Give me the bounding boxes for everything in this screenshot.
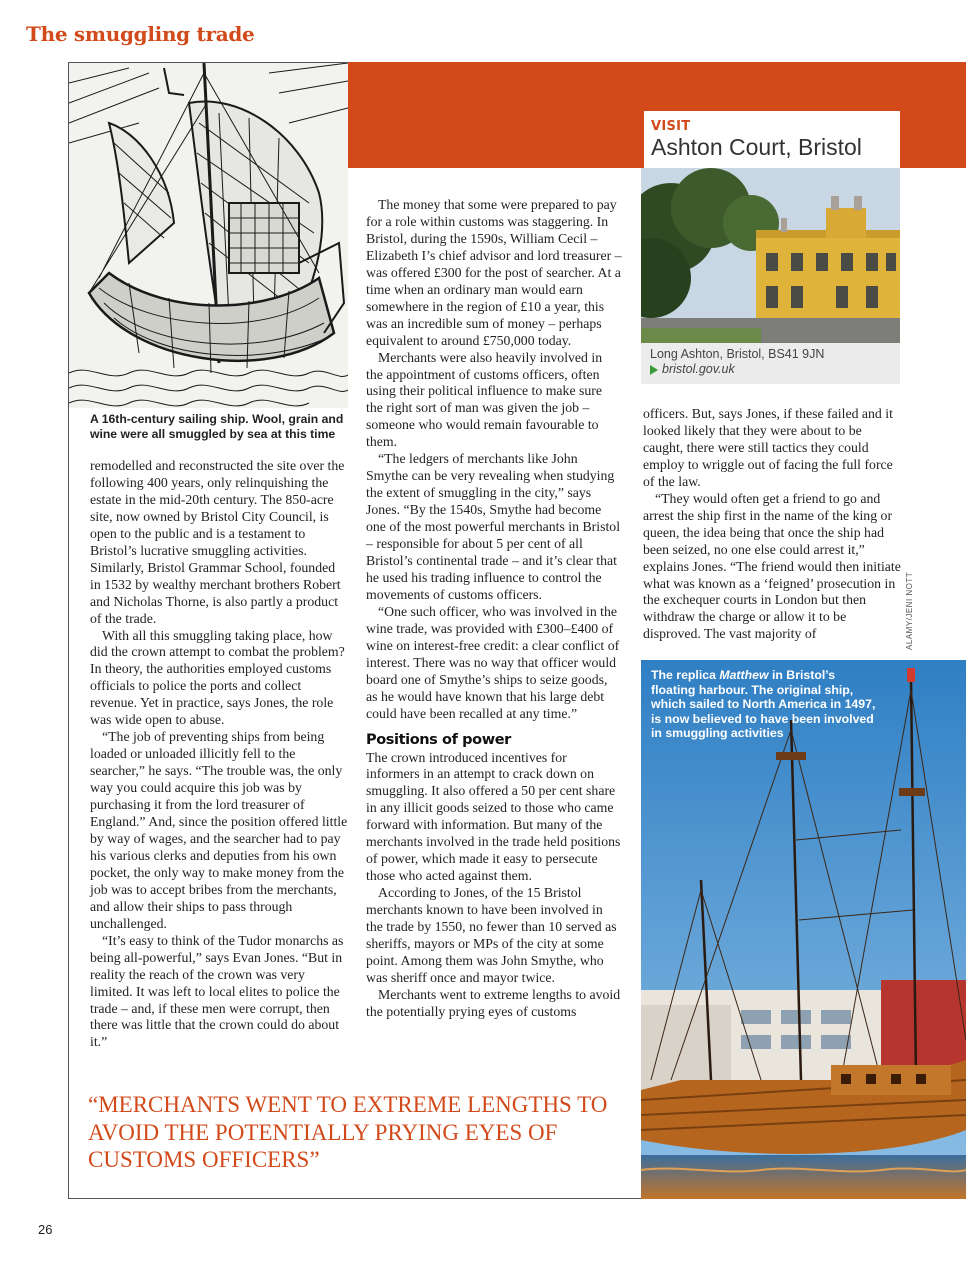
matthew-harbour-photo xyxy=(641,660,966,1199)
paragraph: “One such officer, who was involved in the wine trade, was provided with £300–£400 of wine on interest-free credit: a clear conflict of interest. There was no way that officer would board one of Smythe’s ships to seize goods, as he would have known that his large debt could have been recalled at any time.” xyxy=(366,603,620,721)
visit-link-text[interactable]: bristol.gov.uk xyxy=(662,362,735,376)
article-column-3 xyxy=(643,406,901,643)
harbour-caption xyxy=(651,668,881,741)
article-column-1 xyxy=(90,458,348,1051)
pull-quote: “MERCHANTS WENT TO EXTREME LENGTHS TO AVOID THE POTENTIALLY PRYING EYES OF CUSTOMS OFFICERS” xyxy=(88,1092,608,1172)
visit-box xyxy=(644,111,900,168)
visit-link[interactable] xyxy=(650,362,900,377)
harbour-caption-before: The replica xyxy=(651,668,720,682)
ship-woodcut-illustration xyxy=(69,63,348,408)
paragraph: Merchants went to extreme lengths to avoid the potentially prying eyes of customs xyxy=(366,986,621,1019)
harbour-caption-ship-name: Matthew xyxy=(719,668,769,682)
ashton-court-photo xyxy=(641,168,900,343)
photo-credit: ALAMY/JENI NOTT xyxy=(905,571,914,650)
frame-bottom-rule xyxy=(68,1198,642,1199)
page-number: 26 xyxy=(38,1222,53,1237)
paragraph: The crown introduced incentives for informers in an attempt to crack down on smuggling. It also offered a 50 per cent share in any illicit goods seized to those who came forward with information. But many of the merchants involved in the trade held positions of power, which made it easy to persecute those who acted against them. xyxy=(366,749,621,884)
paragraph: The money that some were prepared to pay for a role within customs was staggering. In Bristol, during the 1590s, William Cecil – Elizabeth I’s chief advisor and lord treasurer – was offered £300 for the post of searcher. At a time when an ordinary man would earn somewhere in the region of £10 a year, this was an incredible sum of money – perhaps equivalent to around £750,000 today. xyxy=(366,197,622,348)
visit-address: Long Ashton, Bristol, BS41 9JN xyxy=(650,347,825,361)
paragraph: “The job of preventing ships from being loaded or unloaded illicitly fell to the searcher,” he says. “The trouble was, the only way you could acquire this job was by purchasing it from the lord treasurer of England.” And, since the position offered little by way of wages, and the searcher had to pay his various clerks and deputies from his own pocket, the only way to make money from the job was to accept bribes from the merchants, and allow their ships to pass through unchallenged. xyxy=(90,729,348,931)
section-title: The smuggling trade xyxy=(26,22,255,46)
paragraph: According to Jones, of the 15 Bristol merchants known to have been involved in the trade by 1550, no fewer than 10 served as sheriffs, mayors or MPs of the city at some point. Among them was John Smythe, who was sheriff once and mayor twice. xyxy=(366,885,617,985)
harbour-caption-after: in Bristol’s floating harbour. The original ship, which sailed to North America in 1497, is now believed to have been involved in smuggling activities xyxy=(651,668,876,740)
paragraph: officers. But, says Jones, if these failed and it looked likely that they were about to be caught, there were still tactics they could employ to wriggle out of facing the full force of the law. xyxy=(643,406,893,489)
paragraph: remodelled and reconstructed the site over the following 400 years, only relinquishing the estate in the mid-20th century. The 850-acre site, now owned by Bristol City Council, is open to the public and is a testament to Bristol’s lucrative smuggling activities. Similarly, Bristol Grammar School, founded in 1532 by wealthy merchant brothers Robert and Nicholas Thorne, is also partly a product of the trade. xyxy=(90,458,345,626)
paragraph: “They would often get a friend to go and arrest the ship first in the name of the king or queen, the idea being that once the ship had been seized, no one else could arrest it,” explains Jones. “The friend would then initiate what was known as a ‘feigned’ prosecution in the exchequer courts in London but then withdraw the charge or allow it to be disproved. The vast majority of xyxy=(643,490,901,642)
paragraph: “It’s easy to think of the Tudor monarchs as being all-powerful,” says Evan Jones. “But in reality the reach of the crown was very limited. It was left to local elites to police the trade – and, if these men were corrupt, then there was little that the crown could do about it.” xyxy=(90,932,344,1050)
visit-title: Ashton Court, Bristol xyxy=(651,134,862,160)
ship-icon xyxy=(69,63,348,408)
ashton-court-details xyxy=(641,343,900,384)
ship-caption: A 16th-century sailing ship. Wool, grain and wine were all smuggled by sea at this time xyxy=(90,412,344,441)
subhead-positions-of-power: Positions of power xyxy=(366,731,511,748)
article-column-2 xyxy=(366,197,622,1021)
play-arrow-icon xyxy=(650,365,658,375)
visit-label: VISIT xyxy=(651,119,691,134)
paragraph: With all this smuggling taking place, how did the crown attempt to combat the problem? In theory, the authorities employed customs officials to police the ports and collect revenue. Yet in practice, says Jones, the role was wide open to abuse. xyxy=(90,627,345,728)
paragraph: Merchants were also heavily involved in the appointment of customs officers, often using their political influence to make sure the right sort of man was given the job – someone who would remain favourable to them. xyxy=(366,349,603,450)
paragraph: “The ledgers of merchants like John Smythe can be very revealing when studying the extent of smuggling in the city,” says Jones. “By the 1540s, Smythe had become one of the most powerful merchants in Bristol – responsible for about 5 per cent of all Bristol’s continental trade – and it’s clear that he used his trading influence to control the movements of customs officers. xyxy=(366,451,621,602)
